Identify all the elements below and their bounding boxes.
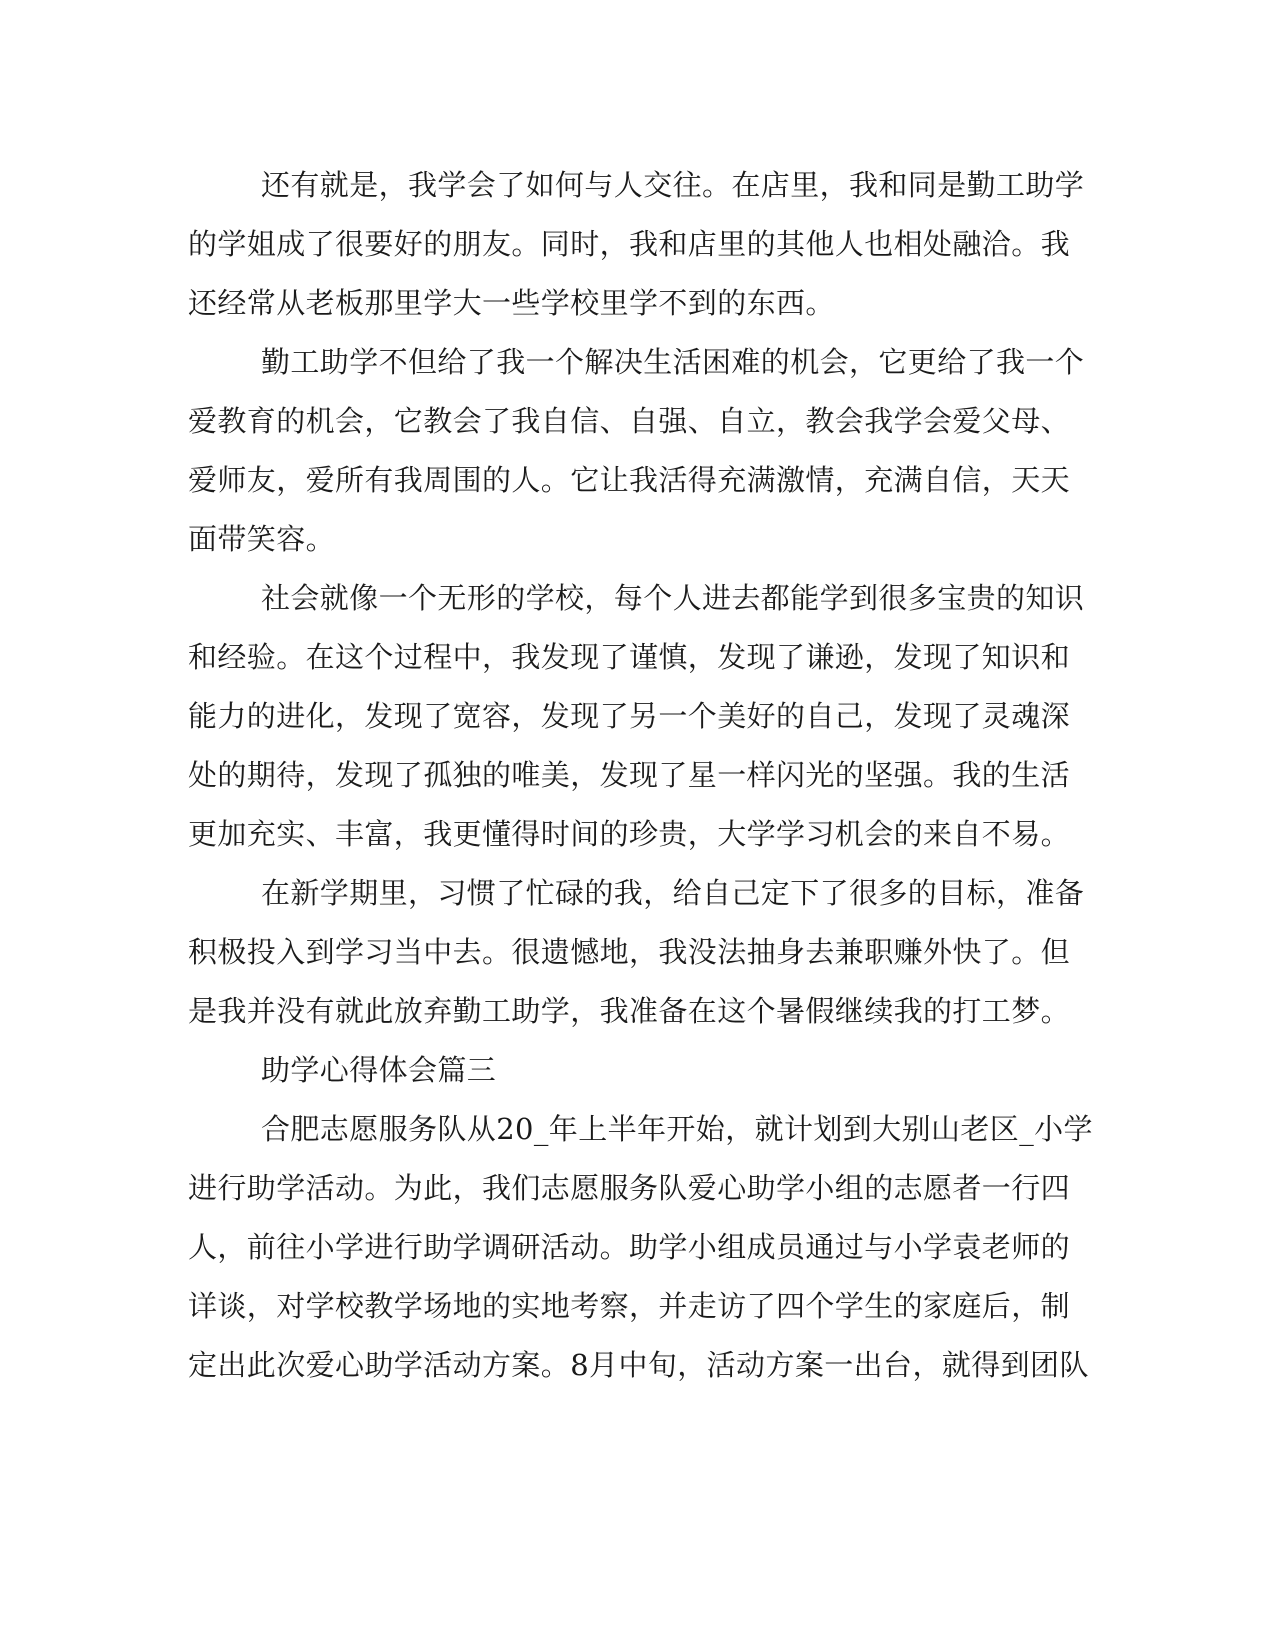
text-line: 定出此次爱心助学活动方案。8月中旬，活动方案一出台，就得到团队 (188, 1348, 1089, 1382)
text-line: 更加充实、丰富，我更懂得时间的珍贵，大学学习机会的来自不易。 (188, 817, 1071, 851)
text-line: 积极投入到学习当中去。很遗憾地，我没法抽身去兼职赚外快了。但 (188, 935, 1071, 969)
text-line: 勤工助学不但给了我一个解决生活困难的机会，它更给了我一个 (261, 345, 1085, 379)
section-heading: 助学心得体会篇三 (261, 1053, 497, 1087)
text-line: 在新学期里，习惯了忙碌的我，给自己定下了很多的目标，准备 (261, 876, 1085, 910)
text-line: 社会就像一个无形的学校，每个人进去都能学到很多宝贵的知识 (261, 581, 1085, 615)
text-line: 爱师友，爱所有我周围的人。它让我活得充满激情，充满自信，天天 (188, 463, 1071, 497)
text-line: 还经常从老板那里学大一些学校里学不到的东西。 (188, 286, 835, 320)
text-line: 合肥志愿服务队从20_年上半年开始，就计划到大别山老区_小学 (261, 1112, 1093, 1146)
text-line: 人，前往小学进行助学调研活动。助学小组成员通过与小学袁老师的 (188, 1230, 1071, 1264)
text-line: 的学姐成了很要好的朋友。同时，我和店里的其他人也相处融洽。我 (188, 227, 1071, 261)
text-line: 和经验。在这个过程中，我发现了谨慎，发现了谦逊，发现了知识和 (188, 640, 1071, 674)
text-line: 爱教育的机会，它教会了我自信、自强、自立，教会我学会爱父母、 (188, 404, 1071, 438)
text-line: 是我并没有就此放弃勤工助学，我准备在这个暑假继续我的打工梦。 (188, 994, 1071, 1028)
text-line: 能力的进化，发现了宽容，发现了另一个美好的自己，发现了灵魂深 (188, 699, 1071, 733)
text-line: 还有就是，我学会了如何与人交往。在店里，我和同是勤工助学 (261, 168, 1085, 202)
text-line: 面带笑容。 (188, 522, 336, 556)
text-line: 进行助学活动。为此，我们志愿服务队爱心助学小组的志愿者一行四 (188, 1171, 1071, 1205)
text-line: 处的期待，发现了孤独的唯美，发现了星一样闪光的坚强。我的生活 (188, 758, 1071, 792)
text-line: 详谈，对学校教学场地的实地考察，并走访了四个学生的家庭后，制 (188, 1289, 1071, 1323)
